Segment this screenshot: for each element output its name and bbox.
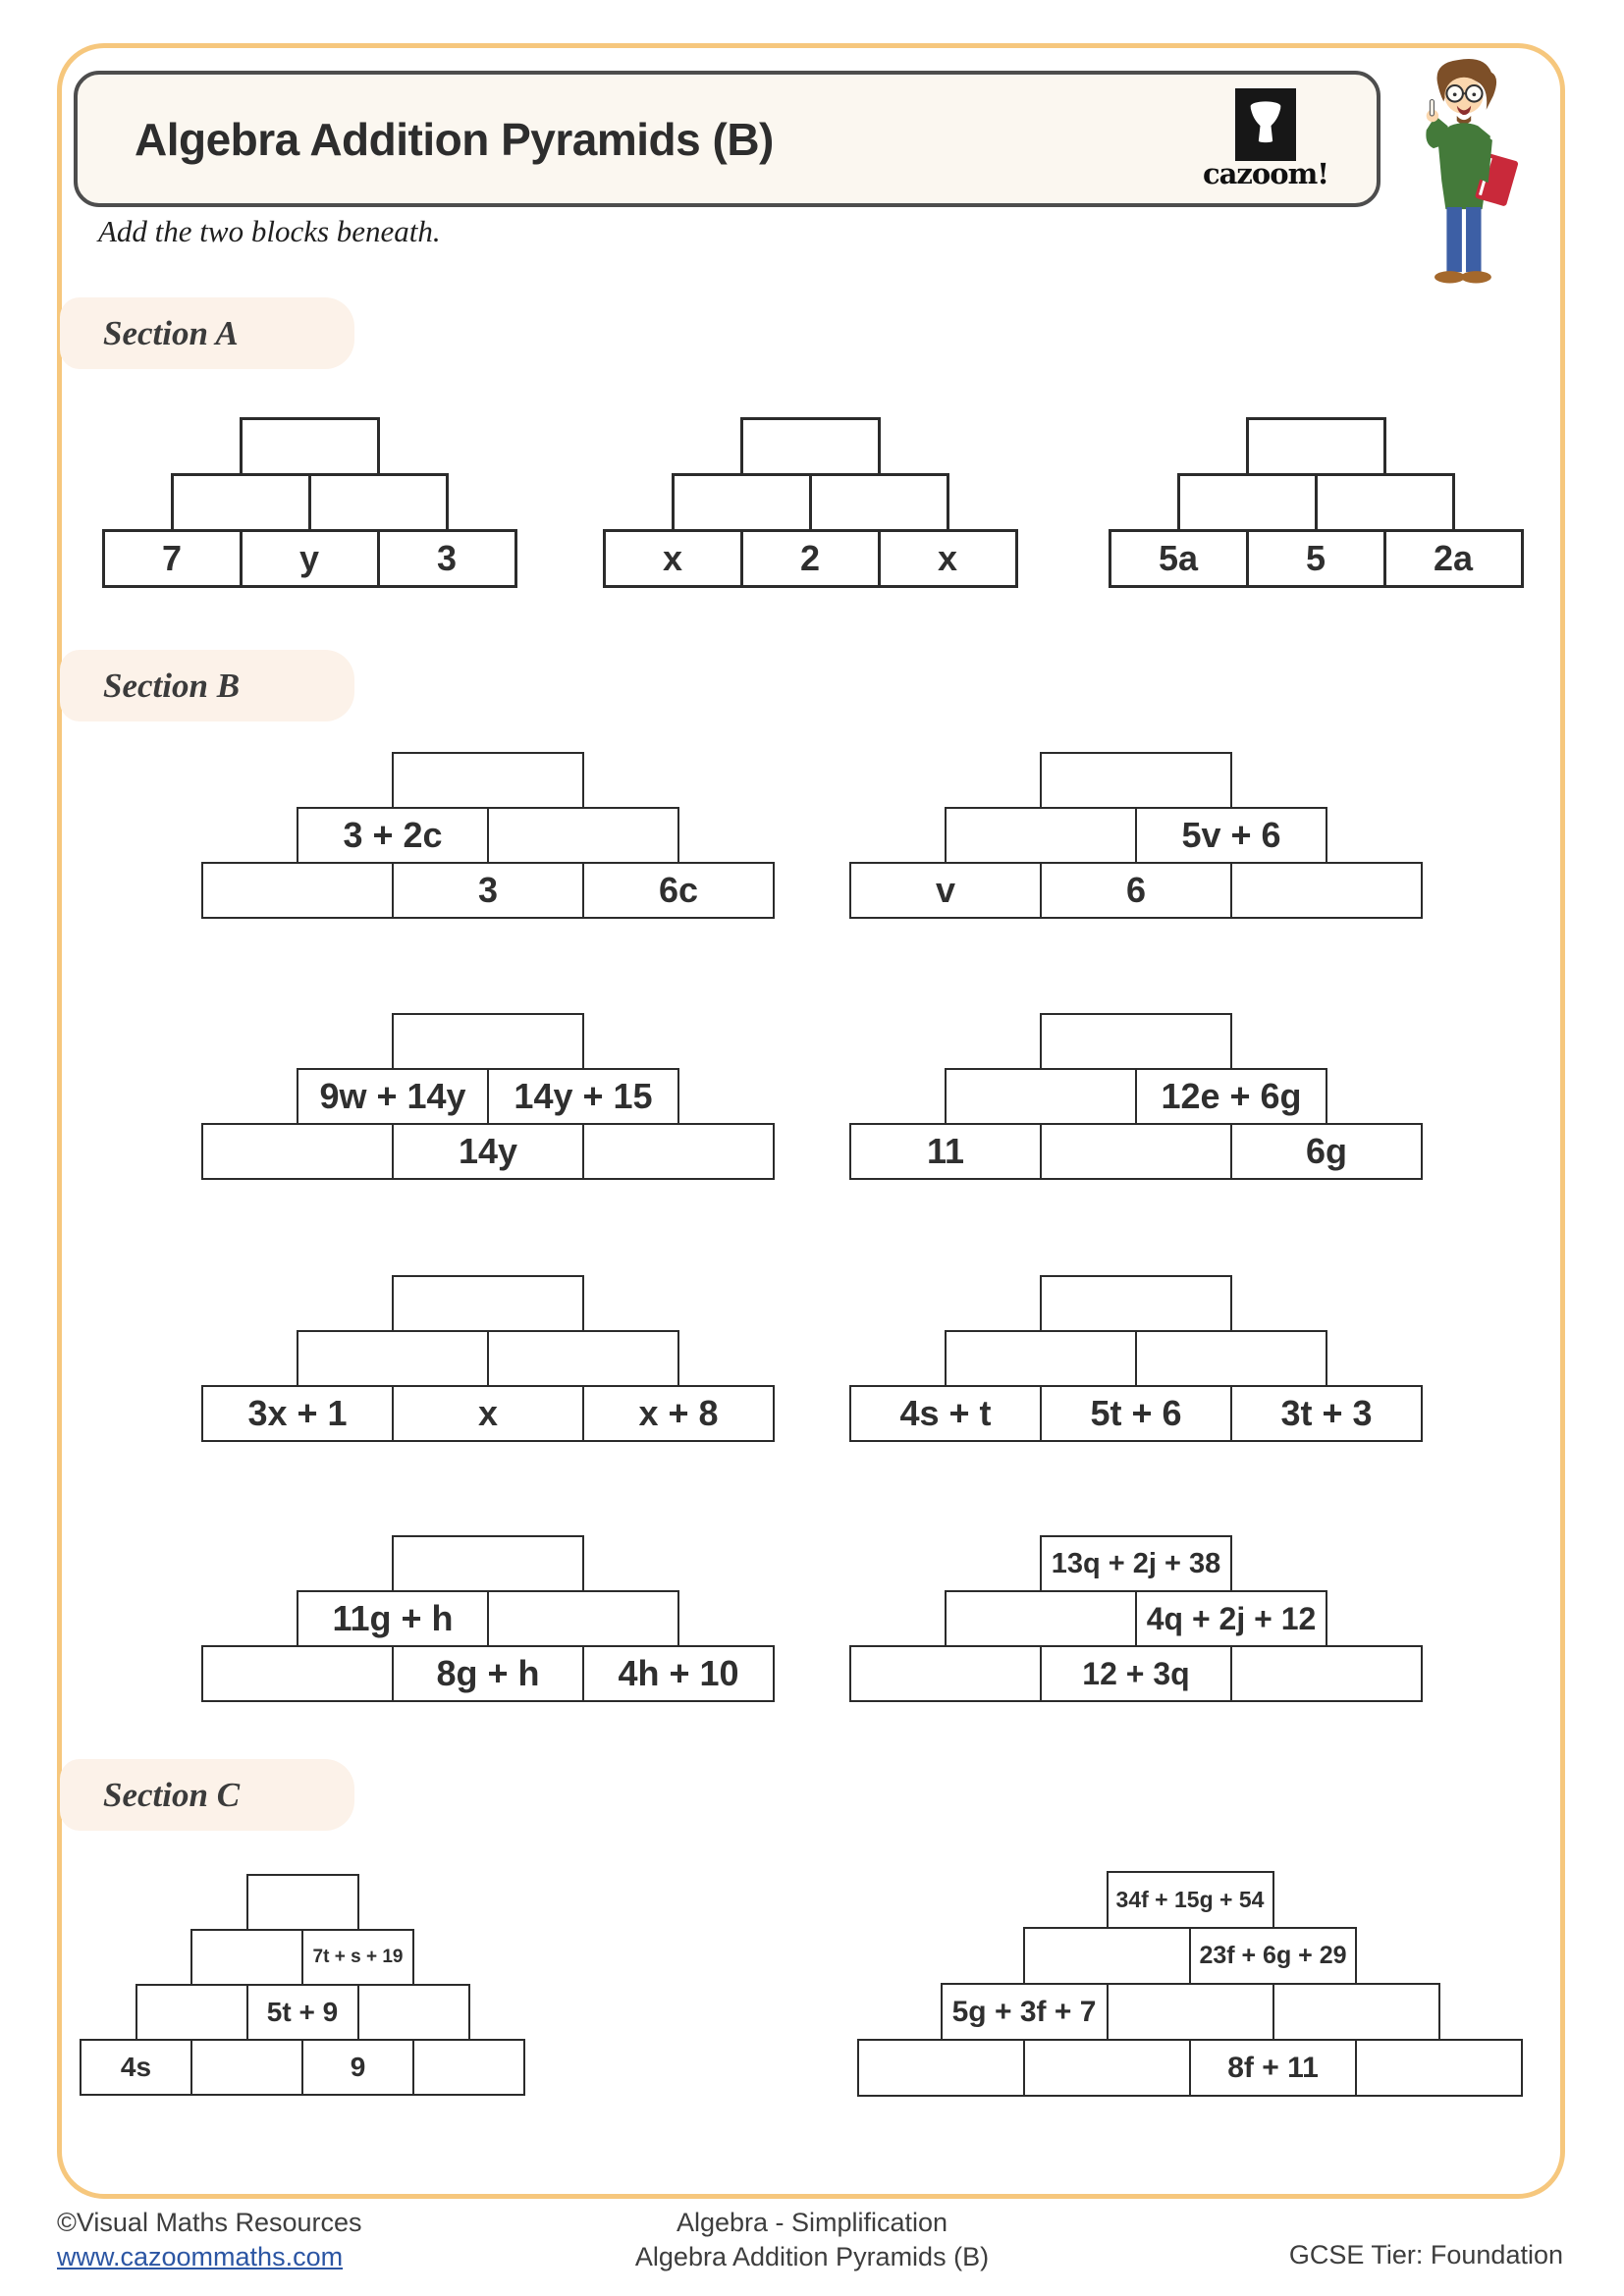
pyramid-row bbox=[857, 2039, 1523, 2097]
pyramid-block-empty bbox=[190, 2039, 303, 2096]
pyramid-block-empty bbox=[392, 752, 584, 809]
pyramid-block-filled: x bbox=[878, 529, 1018, 588]
pyramid-block-empty bbox=[297, 1330, 489, 1387]
pyramid-block-empty bbox=[392, 1535, 584, 1592]
section-b-label: Section B bbox=[60, 650, 354, 721]
pyramid-block-empty bbox=[1023, 1927, 1191, 1985]
page-title: Algebra Addition Pyramids (B) bbox=[135, 113, 774, 165]
footer-topic: Algebra - Simplification bbox=[676, 2208, 948, 2237]
pyramid-row bbox=[1040, 1013, 1232, 1070]
pyramid-row bbox=[201, 1385, 775, 1442]
pyramid-block-filled: v bbox=[849, 862, 1042, 919]
pyramid-row bbox=[135, 1984, 470, 2041]
pyramid-row bbox=[102, 529, 517, 588]
pyramid-block-empty bbox=[1135, 1330, 1327, 1387]
pyramid-row bbox=[1177, 473, 1455, 532]
pyramid-block-filled: 5a bbox=[1109, 529, 1249, 588]
pyramid-row bbox=[945, 807, 1327, 864]
pyramid-row bbox=[1023, 1927, 1357, 1985]
pyramid-block-empty bbox=[1040, 1013, 1232, 1070]
pyramid-block-filled: 4h + 10 bbox=[582, 1645, 775, 1702]
pyramid-row bbox=[740, 417, 881, 476]
pyramid-block-empty bbox=[1315, 473, 1455, 532]
pyramid-row bbox=[1040, 752, 1232, 809]
pyramid-row bbox=[849, 1385, 1423, 1442]
pyramid-block-filled: 14y + 15 bbox=[487, 1068, 679, 1125]
pyramid-row bbox=[849, 1123, 1423, 1180]
copyright-text: ©Visual Maths Resources bbox=[57, 2208, 362, 2237]
pyramid-block-empty bbox=[246, 1874, 359, 1931]
pyramid-block-empty bbox=[1023, 2039, 1191, 2097]
pyramid-block-empty bbox=[308, 473, 449, 532]
pyramid-b3 bbox=[201, 1013, 775, 1180]
pyramid-block-filled: 14y bbox=[392, 1123, 584, 1180]
section-c-label: Section C bbox=[60, 1759, 354, 1831]
pyramid-block-filled: 6g bbox=[1230, 1123, 1423, 1180]
pyramid-block-filled: 11g + h bbox=[297, 1590, 489, 1647]
pyramid-row bbox=[1107, 1871, 1274, 1929]
footer-tier: GCSE Tier: Foundation bbox=[1288, 2240, 1563, 2269]
pyramid-block-filled: 5t + 9 bbox=[246, 1984, 359, 2041]
pyramid-block-filled: 5t + 6 bbox=[1040, 1385, 1232, 1442]
pyramid-block-filled: 12 + 3q bbox=[1040, 1645, 1232, 1702]
pyramid-block-empty bbox=[201, 1645, 394, 1702]
pyramid-block-empty bbox=[1272, 1983, 1440, 2041]
pyramid-b1 bbox=[201, 752, 775, 919]
pyramid-block-filled: 3t + 3 bbox=[1230, 1385, 1423, 1442]
pyramid-b4 bbox=[849, 1013, 1423, 1180]
pyramid-block-empty bbox=[945, 1590, 1137, 1647]
pyramid-block-filled: 34f + 15g + 54 bbox=[1107, 1871, 1274, 1929]
pyramid-block-empty bbox=[945, 807, 1137, 864]
pyramid-row bbox=[945, 1330, 1327, 1387]
pyramid-block-empty bbox=[487, 1330, 679, 1387]
pyramid-block-filled: 9 bbox=[301, 2039, 414, 2096]
pyramid-block-filled: 23f + 6g + 29 bbox=[1189, 1927, 1357, 1985]
pyramid-block-filled: 7t + s + 19 bbox=[301, 1929, 414, 1986]
pyramid-block-empty bbox=[240, 417, 380, 476]
pyramid-block-filled: 5 bbox=[1246, 529, 1386, 588]
pyramid-block-filled: 3 bbox=[377, 529, 517, 588]
pyramid-block-empty bbox=[1230, 1645, 1423, 1702]
pyramid-block-filled: x + 8 bbox=[582, 1385, 775, 1442]
pyramid-b2 bbox=[849, 752, 1423, 919]
pyramid-block-filled: 5v + 6 bbox=[1135, 807, 1327, 864]
pyramid-block-empty bbox=[672, 473, 812, 532]
pyramid-block-filled: 5g + 3f + 7 bbox=[941, 1983, 1109, 2041]
pyramid-block-empty bbox=[1246, 417, 1386, 476]
pyramid-block-empty bbox=[201, 862, 394, 919]
pyramid-block-empty bbox=[487, 1590, 679, 1647]
pyramid-block-empty bbox=[357, 1984, 470, 2041]
pyramid-block-filled: 2a bbox=[1383, 529, 1524, 588]
pyramid-block-filled: 6 bbox=[1040, 862, 1232, 919]
pyramid-block-empty bbox=[1040, 752, 1232, 809]
pyramid-block-empty bbox=[1355, 2039, 1523, 2097]
pyramid-row bbox=[392, 752, 584, 809]
pyramid-block-empty bbox=[945, 1330, 1137, 1387]
pyramid-block-filled: 4q + 2j + 12 bbox=[1135, 1590, 1327, 1647]
pyramid-block-empty bbox=[582, 1123, 775, 1180]
cazoom-logo-text: cazoom! bbox=[1202, 157, 1329, 190]
pyramid-row bbox=[672, 473, 949, 532]
pyramid-block-filled: 12e + 6g bbox=[1135, 1068, 1327, 1125]
pyramid-c1 bbox=[80, 1874, 525, 2096]
pyramid-block-empty bbox=[171, 473, 311, 532]
pyramid-row bbox=[201, 862, 775, 919]
pyramid-c2 bbox=[857, 1871, 1523, 2097]
pyramid-row bbox=[297, 807, 679, 864]
pyramid-block-empty bbox=[945, 1068, 1137, 1125]
pyramid-row bbox=[240, 417, 380, 476]
pyramid-a2 bbox=[603, 417, 1018, 588]
pyramid-row bbox=[1246, 417, 1386, 476]
section-a-label: Section A bbox=[60, 297, 354, 369]
pyramid-block-empty bbox=[809, 473, 949, 532]
pyramid-row bbox=[201, 1645, 775, 1702]
pyramid-block-filled: 8g + h bbox=[392, 1645, 584, 1702]
pyramid-block-empty bbox=[201, 1123, 394, 1180]
pyramid-block-empty bbox=[487, 807, 679, 864]
pyramid-block-empty bbox=[1177, 473, 1318, 532]
pyramid-row bbox=[1040, 1275, 1232, 1332]
pyramid-row bbox=[171, 473, 449, 532]
pyramid-block-filled: 3 + 2c bbox=[297, 807, 489, 864]
pyramid-block-filled: 6c bbox=[582, 862, 775, 919]
pyramid-row bbox=[945, 1590, 1327, 1647]
pyramid-row bbox=[603, 529, 1018, 588]
pyramid-block-filled: 9w + 14y bbox=[297, 1068, 489, 1125]
pyramid-block-empty bbox=[1230, 862, 1423, 919]
pyramid-block-filled: x bbox=[392, 1385, 584, 1442]
teacher-illustration bbox=[1396, 55, 1534, 298]
pyramid-block-filled: y bbox=[240, 529, 380, 588]
pyramid-row bbox=[201, 1123, 775, 1180]
pyramid-row bbox=[297, 1330, 679, 1387]
instruction-text: Add the two blocks beneath. bbox=[98, 214, 441, 248]
pyramid-row bbox=[392, 1275, 584, 1332]
pyramid-row bbox=[849, 1645, 1423, 1702]
pyramid-row bbox=[941, 1983, 1440, 2041]
pyramid-block-empty bbox=[857, 2039, 1025, 2097]
pyramid-row bbox=[849, 862, 1423, 919]
pyramid-block-filled: 4s bbox=[80, 2039, 192, 2096]
website-link[interactable]: www.cazoommaths.com bbox=[57, 2242, 344, 2271]
pyramid-row bbox=[392, 1535, 584, 1592]
pyramid-block-filled: 7 bbox=[102, 529, 243, 588]
pyramid-block-filled: 3x + 1 bbox=[201, 1385, 394, 1442]
pyramid-a1 bbox=[102, 417, 517, 588]
pyramid-block-empty bbox=[1040, 1123, 1232, 1180]
pyramid-block-filled: 13q + 2j + 38 bbox=[1040, 1535, 1232, 1592]
cazoom-logo bbox=[1202, 88, 1329, 190]
pyramid-row bbox=[190, 1929, 414, 1986]
pyramid-row bbox=[246, 1874, 359, 1931]
pyramid-block-filled: 2 bbox=[740, 529, 881, 588]
pyramid-block-empty bbox=[849, 1645, 1042, 1702]
pyramid-row bbox=[297, 1590, 679, 1647]
pyramid-block-filled: 3 bbox=[392, 862, 584, 919]
pyramid-block-empty bbox=[190, 1929, 303, 1986]
pyramid-block-empty bbox=[1107, 1983, 1274, 2041]
pyramid-row bbox=[1040, 1535, 1232, 1592]
pyramid-b5 bbox=[201, 1275, 775, 1442]
pyramid-block-filled: 11 bbox=[849, 1123, 1042, 1180]
title-box bbox=[74, 71, 1380, 207]
pyramid-block-filled: 4s + t bbox=[849, 1385, 1042, 1442]
pyramid-block-empty bbox=[740, 417, 881, 476]
pyramid-block-filled: x bbox=[603, 529, 743, 588]
pyramid-row bbox=[80, 2039, 525, 2096]
cazoom-drum-icon bbox=[1235, 88, 1296, 161]
pyramid-b7 bbox=[201, 1535, 775, 1702]
pyramid-b8 bbox=[849, 1535, 1423, 1702]
pyramid-a3 bbox=[1109, 417, 1524, 588]
footer-worksheet-name: Algebra Addition Pyramids (B) bbox=[634, 2242, 990, 2271]
pyramid-block-empty bbox=[412, 2039, 525, 2096]
pyramid-block-filled: 8f + 11 bbox=[1189, 2039, 1357, 2097]
pyramid-row bbox=[945, 1068, 1327, 1125]
pyramid-block-empty bbox=[392, 1275, 584, 1332]
pyramid-block-empty bbox=[392, 1013, 584, 1070]
pyramid-row bbox=[392, 1013, 584, 1070]
pyramid-row bbox=[1109, 529, 1524, 588]
pyramid-b6 bbox=[849, 1275, 1423, 1442]
pyramid-block-empty bbox=[1040, 1275, 1232, 1332]
pyramid-block-empty bbox=[135, 1984, 248, 2041]
pyramid-row bbox=[297, 1068, 679, 1125]
